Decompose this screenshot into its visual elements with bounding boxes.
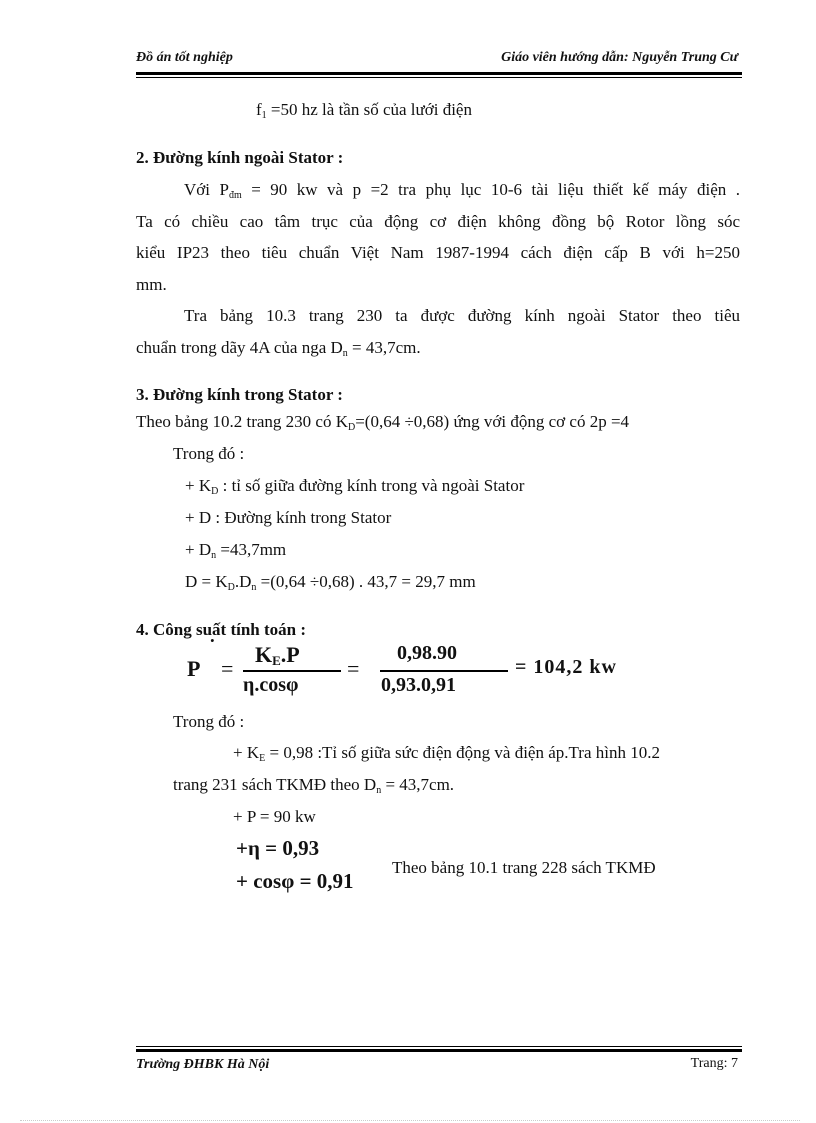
s2-line-2: Ta có chiều cao tâm trục của động cơ điện không đồng bộ Rotor lồng sóc: [136, 212, 740, 231]
s3-line-1: Theo bảng 10.2 trang 230 có $K_D=(0,64 \div 0,68)$ ứng với động cơ có 2p =4: [136, 412, 630, 433]
formula-eq-1: =: [221, 656, 234, 681]
s4-trong-do: Trong đó :: [173, 712, 245, 731]
formula-lhs-mark: ˙: [209, 636, 216, 658]
s3-bullet-3: + $D_n =43,7mm$: [185, 540, 287, 561]
footer-page-number: Trang: 7: [690, 1056, 738, 1071]
s4-bullet-1-cont: trang 231 sách TKMĐ theo $D_n = 43,7cm$.: [173, 775, 455, 796]
formula-den-1: η.cosφ: [243, 674, 299, 696]
s4-bullet-1: + $K_E = 0,98$ :Tỉ số giữa sức điện động và điện áp.Tra hình 10.2: [233, 743, 660, 764]
s2-line-5: Tra bảng 10.3 trang 230 ta được đường kính ngoài Stator theo tiêu: [184, 306, 740, 325]
section-2-heading: 2. Đường kính ngoài Stator :: [136, 148, 344, 167]
footer-left: Trường ĐHBK Hà Nội: [136, 1057, 270, 1072]
power-formula: [185, 636, 617, 698]
s4-bullet-eta: +η = 0,93: [236, 836, 320, 860]
page-header: [136, 50, 740, 70]
formula-lhs: P: [187, 656, 201, 681]
s2-line-3: kiểu IP23 theo tiêu chuẩn Việt Nam 1987-1994 cách điện cấp B với h=250: [136, 243, 740, 262]
s3-bullet-2: + D : Đường kính trong Stator: [185, 508, 392, 527]
header-rule-thick: [136, 72, 742, 75]
s3-bullet-1: + $K_D$ : tỉ số giữa đường kính trong và ngoài Stator: [185, 476, 525, 497]
fraction-bar-1: [243, 670, 341, 672]
formula-num-1: $K_E.P$: [255, 642, 300, 668]
s3-bullet-4: $D = K_D.D_n =(0,64 \div 0,68)$ . 43,7 = 29,7 mm: [185, 572, 476, 593]
formula-eq-2: =: [347, 656, 360, 681]
section-3-heading: 3. Đường kính trong Stator :: [136, 385, 343, 404]
s2-line-1: Với $P_{đm} = 90$ kw và p =2 tra phụ lục 10-6 tài liệu thiết kế máy điện .: [184, 180, 740, 201]
s4-bullet-2: + P = 90 kw: [233, 807, 316, 826]
bottom-dotted-border: [20, 1120, 800, 1122]
fraction-bar-2: [380, 670, 508, 672]
s3-trong-do: Trong đó :: [173, 444, 245, 463]
footer-rule-thick: [136, 1049, 742, 1052]
section-4-heading: 4. Công suất tính toán :: [136, 620, 307, 639]
f1-line: $f_1 =50$ hz là tần số của lưới điện: [256, 100, 472, 121]
s2-line-4: mm.: [136, 275, 167, 294]
formula-den-2: 0,93.0,91: [381, 674, 456, 696]
footer-rule-thin: [136, 1046, 742, 1047]
formula-num-2: 0,98.90: [397, 642, 457, 664]
s4-bullet-cos: + cosφ = 0,91: [236, 869, 354, 893]
s4-reference: Theo bảng 10.1 trang 228 sách TKMĐ: [392, 858, 656, 877]
header-right: Giáo viên hướng dẫn: Nguyễn Trung Cư: [501, 50, 738, 65]
formula-result: = 104,2 kw: [515, 656, 617, 678]
s2-line-6: chuẩn trong dãy 4A của nga $D_n = 43,7cm$.: [136, 338, 421, 359]
header-rule-thin: [136, 77, 742, 78]
header-left: Đồ án tốt nghiệp: [136, 50, 233, 65]
